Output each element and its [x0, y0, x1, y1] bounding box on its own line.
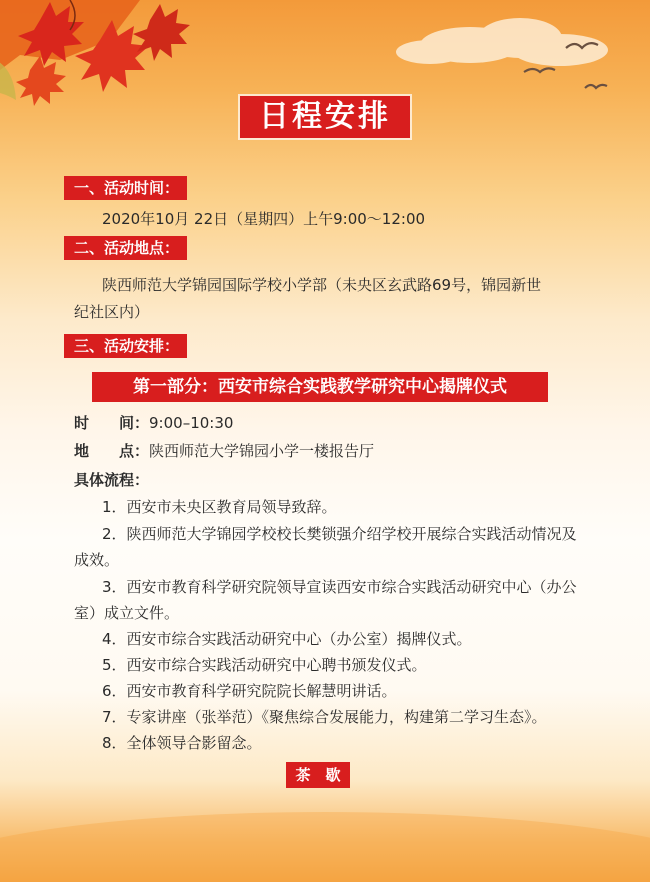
step-item: 5．西安市综合实践活动研究中心聘书颁发仪式。: [102, 656, 427, 674]
process-label: 具体流程：: [74, 471, 150, 489]
time-text: 2020年10月 22日（星期四）上午9:00～12:00: [102, 210, 426, 228]
page-title: 日程安排: [240, 96, 410, 138]
place-value: 陕西师范大学锦园小学一楼报告厅: [149, 442, 375, 460]
cloud-icon: [396, 18, 608, 66]
place-text-line2: 纪社区内）: [74, 303, 150, 321]
section-heading-place: 二、活动地点：: [64, 236, 187, 260]
time-value: 9:00–10:30: [149, 414, 234, 432]
part1-title: 第一部分：西安市综合实践教学研究中心揭牌仪式: [92, 372, 548, 402]
section-heading-time: 一、活动时间：: [64, 176, 187, 200]
step-item: 8．全体领导合影留念。: [102, 734, 262, 752]
maple-leaves-icon: [0, 0, 190, 106]
step-item: 4．西安市综合实践活动研究中心（办公室）揭牌仪式。: [102, 630, 472, 648]
place-label: 地 点：: [74, 442, 150, 460]
step-item: 3．西安市教育科学研究院领导宣读西安市综合实践活动研究中心（办公: [102, 578, 577, 596]
section-heading-schedule: 三、活动安排：: [64, 334, 187, 358]
time-label: 时 间：: [74, 414, 150, 432]
step-item: 7．专家讲座（张举范）《聚焦综合发展能力，构建第二学习生态》。: [102, 708, 547, 726]
step-item: 6．西安市教育科学研究院院长解慧明讲话。: [102, 682, 397, 700]
step-item-continued: 成效。: [74, 551, 120, 569]
part1-time: [74, 410, 233, 436]
place-text-line1: 陕西师范大学锦园国际学校小学部（未央区玄武路69号，锦园新世: [102, 276, 542, 294]
tea-break-label: 茶 歇: [286, 762, 350, 788]
part1-place: [74, 438, 374, 464]
step-item: 1．西安市未央区教育局领导致辞。: [102, 498, 337, 516]
step-item-continued: 室）成立文件。: [74, 604, 180, 622]
step-item: 2．陕西师范大学锦园学校校长樊锁强介绍学校开展综合实践活动情况及: [102, 525, 577, 543]
